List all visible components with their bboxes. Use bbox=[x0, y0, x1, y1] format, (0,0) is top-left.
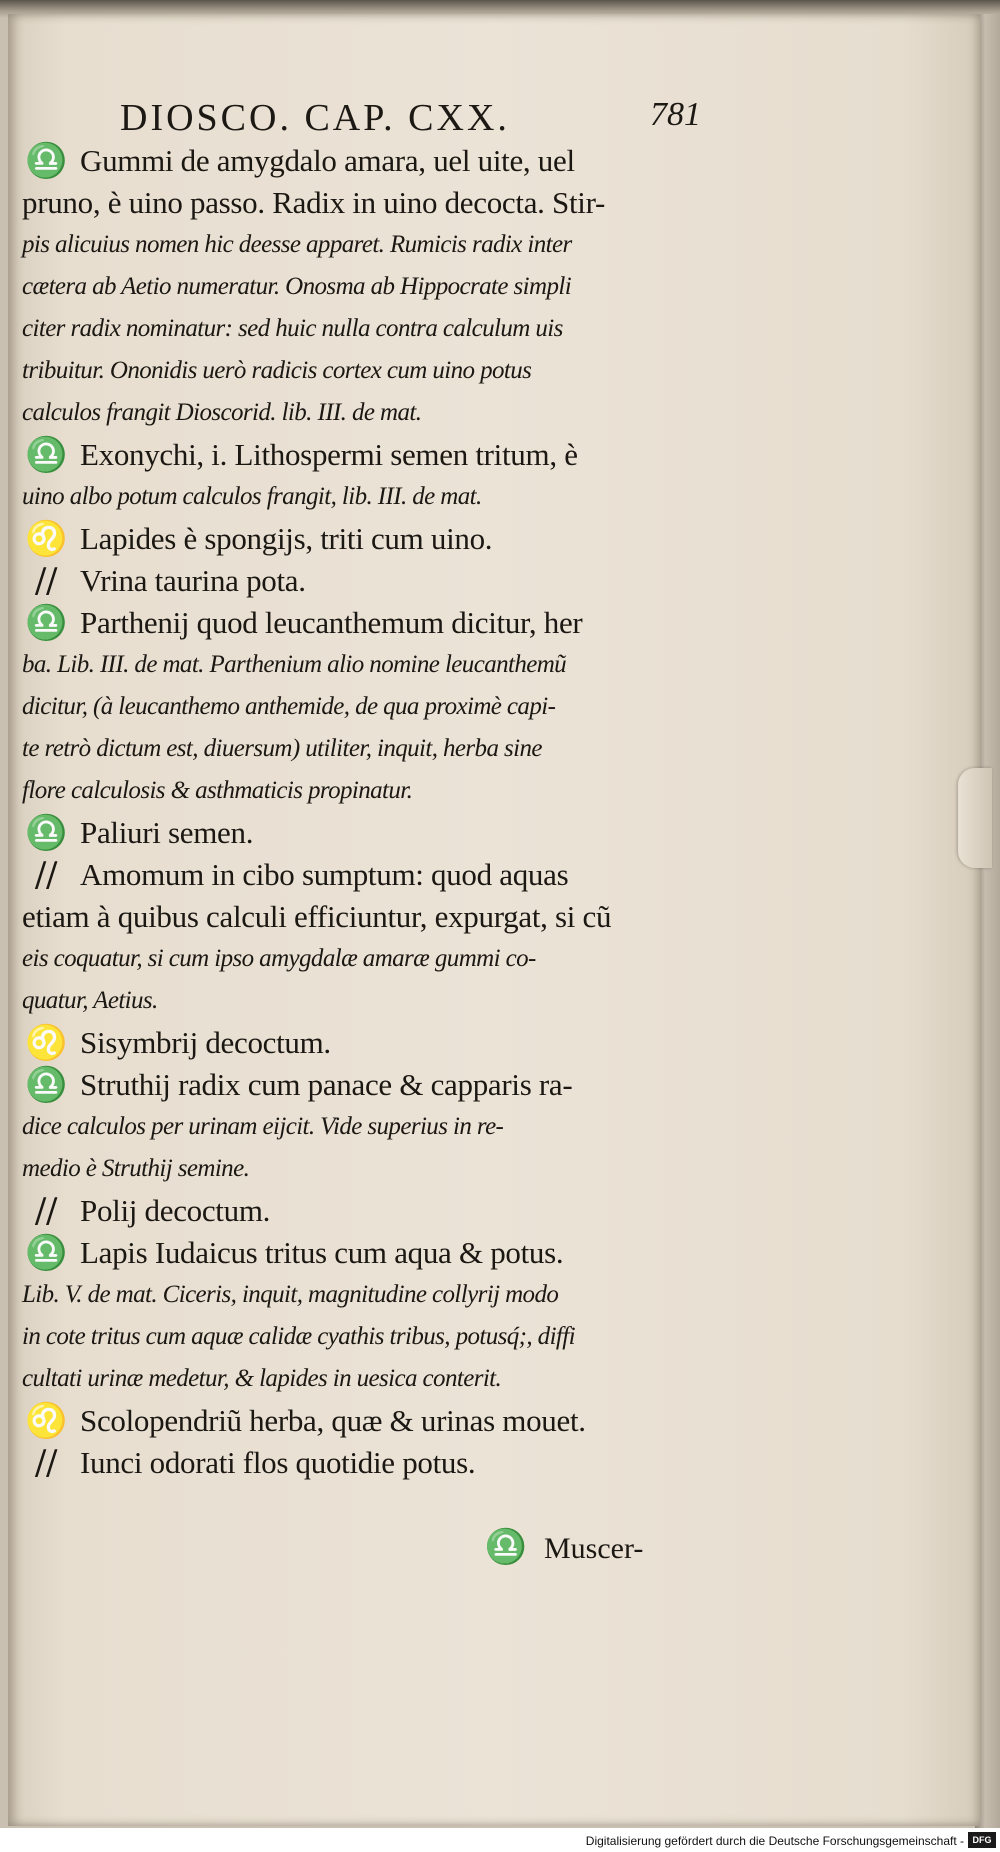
text-line bbox=[22, 728, 752, 770]
marginal-symbol-icon: ♌ bbox=[24, 519, 68, 559]
line-text: Iunci odorati flos quotidie potus. bbox=[80, 1445, 476, 1480]
marginal-symbol-icon: ♌ bbox=[24, 1023, 68, 1063]
text-line bbox=[22, 308, 752, 350]
line-text: in cote tritus cum aquæ calidæ cyathis tribus, potusq́;, diffi bbox=[22, 1323, 575, 1350]
marginal-symbol-icon: ♌ bbox=[24, 1401, 68, 1441]
marginal-symbol-icon: ♎ bbox=[24, 141, 68, 181]
line-text: tribuitur. Ononidis uerò radicis cortex cum uino potus bbox=[22, 357, 532, 384]
line-text: Amomum in cibo sumptum: quod aquas bbox=[80, 857, 569, 892]
text-line bbox=[22, 434, 752, 476]
catchword bbox=[482, 1526, 643, 1572]
line-text: Polij decoctum. bbox=[80, 1193, 271, 1228]
text-line bbox=[22, 854, 752, 896]
marginal-symbol-icon: // bbox=[34, 561, 58, 601]
footer-credit: Digitalisierung gefördert durch die Deutsche Forschungsgemeinschaft - bbox=[585, 1834, 964, 1848]
text-line bbox=[22, 770, 752, 812]
line-text: Scolopendriũ herba, quæ & urinas mouet. bbox=[80, 1403, 586, 1438]
line-text: cætera ab Aetio numeratur. Onosma ab Hippocrate simpli bbox=[22, 273, 572, 300]
line-text: Exonychi, i. Lithospermi semen tritum, è bbox=[80, 437, 578, 472]
line-text: calculos frangit Dioscorid. lib. III. de mat. bbox=[22, 399, 422, 426]
line-text: Parthenij quod leucanthemum dicitur, her bbox=[80, 605, 583, 640]
line-text: Lapis Iudaicus tritus cum aqua & potus. bbox=[80, 1235, 564, 1270]
page-number: 781 bbox=[650, 96, 701, 133]
line-text: ba. Lib. III. de mat. Parthenium alio nomine leucanthemũ bbox=[22, 651, 567, 678]
text-line bbox=[22, 1358, 752, 1400]
text-line bbox=[22, 1148, 752, 1190]
line-text: Vrina taurina pota. bbox=[80, 563, 306, 598]
page-tab bbox=[958, 768, 992, 868]
marginal-symbol-icon: ♎ bbox=[24, 435, 68, 475]
text-line bbox=[22, 1442, 752, 1484]
text-line bbox=[22, 896, 752, 938]
marginal-symbol-icon: ♎ bbox=[24, 1233, 68, 1273]
line-text: Struthij radix cum panace & capparis ra- bbox=[80, 1067, 573, 1102]
line-text: dice calculos per urinam eijcit. Vide superius in re- bbox=[22, 1113, 504, 1140]
line-text: te retrò dictum est, diuersum) utiliter, inquit, herba sine bbox=[22, 735, 542, 762]
line-text: cultati urinæ medetur, & lapides in uesica conterit. bbox=[22, 1365, 502, 1392]
line-text: Lapides è spongijs, triti cum uino. bbox=[80, 521, 493, 556]
text-line bbox=[22, 1274, 752, 1316]
catchword-text: Muscer- bbox=[544, 1532, 644, 1565]
line-text: flore calculosis & asthmaticis propinatur. bbox=[22, 777, 413, 804]
text-line bbox=[22, 1022, 752, 1064]
marginal-symbol-icon: // bbox=[34, 1443, 58, 1483]
line-text: Sisymbrij decoctum. bbox=[80, 1025, 331, 1060]
text-line bbox=[22, 350, 752, 392]
text-line bbox=[22, 266, 752, 308]
text-line bbox=[22, 182, 752, 224]
text-line bbox=[22, 224, 752, 266]
line-text: Lib. V. de mat. Ciceris, inquit, magnitudine collyrij modo bbox=[22, 1281, 559, 1308]
line-text: pis alicuius nomen hic deesse apparet. Rumicis radix inter bbox=[22, 231, 572, 258]
line-text: etiam à quibus calculi efficiuntur, expurgat, si cũ bbox=[22, 899, 612, 934]
text-line bbox=[22, 980, 752, 1022]
line-text: Paliuri semen. bbox=[80, 815, 254, 850]
text-line bbox=[22, 1190, 752, 1232]
text-line bbox=[22, 1064, 752, 1106]
text-line bbox=[22, 1316, 752, 1358]
line-text: eis coquatur, si cum ipso amygdalæ amaræ gummi co- bbox=[22, 945, 536, 972]
text-line bbox=[22, 560, 752, 602]
text-line bbox=[22, 812, 752, 854]
line-text: pruno, è uino passo. Radix in uino decocta. Stir- bbox=[22, 185, 606, 220]
marginal-symbol-icon: ♎ bbox=[24, 813, 68, 853]
marginal-symbol-icon: // bbox=[34, 1191, 58, 1231]
text-line bbox=[22, 1400, 752, 1442]
text-block bbox=[22, 140, 752, 1484]
text-line bbox=[22, 476, 752, 518]
text-line bbox=[22, 518, 752, 560]
marginal-symbol-icon: ♎ bbox=[24, 603, 68, 643]
text-line bbox=[22, 938, 752, 980]
line-text: dicitur, (à leucanthemo anthemide, de qua proximè capi- bbox=[22, 693, 556, 720]
text-line bbox=[22, 686, 752, 728]
text-line bbox=[22, 1232, 752, 1274]
line-text: citer radix nominatur: sed huic nulla contra calculum uis bbox=[22, 315, 563, 342]
marginal-symbol-icon: // bbox=[34, 855, 58, 895]
line-text: medio è Struthij semine. bbox=[22, 1155, 250, 1182]
text-line bbox=[22, 644, 752, 686]
dfg-logo: DFG bbox=[968, 1832, 996, 1848]
text-line bbox=[22, 140, 752, 182]
text-line bbox=[22, 392, 752, 434]
line-text: uino albo potum calculos frangit, lib. III. de mat. bbox=[22, 483, 482, 510]
line-text: quatur, Aetius. bbox=[22, 987, 158, 1014]
catchword-mark: ♎ bbox=[484, 1527, 528, 1567]
running-head: DIOSCO. CAP. CXX. bbox=[120, 97, 510, 139]
text-line bbox=[22, 602, 752, 644]
marginal-symbol-icon: ♎ bbox=[24, 1065, 68, 1105]
text-line bbox=[22, 1106, 752, 1148]
line-text: Gummi de amygdalo amara, uel uite, uel bbox=[80, 143, 575, 178]
